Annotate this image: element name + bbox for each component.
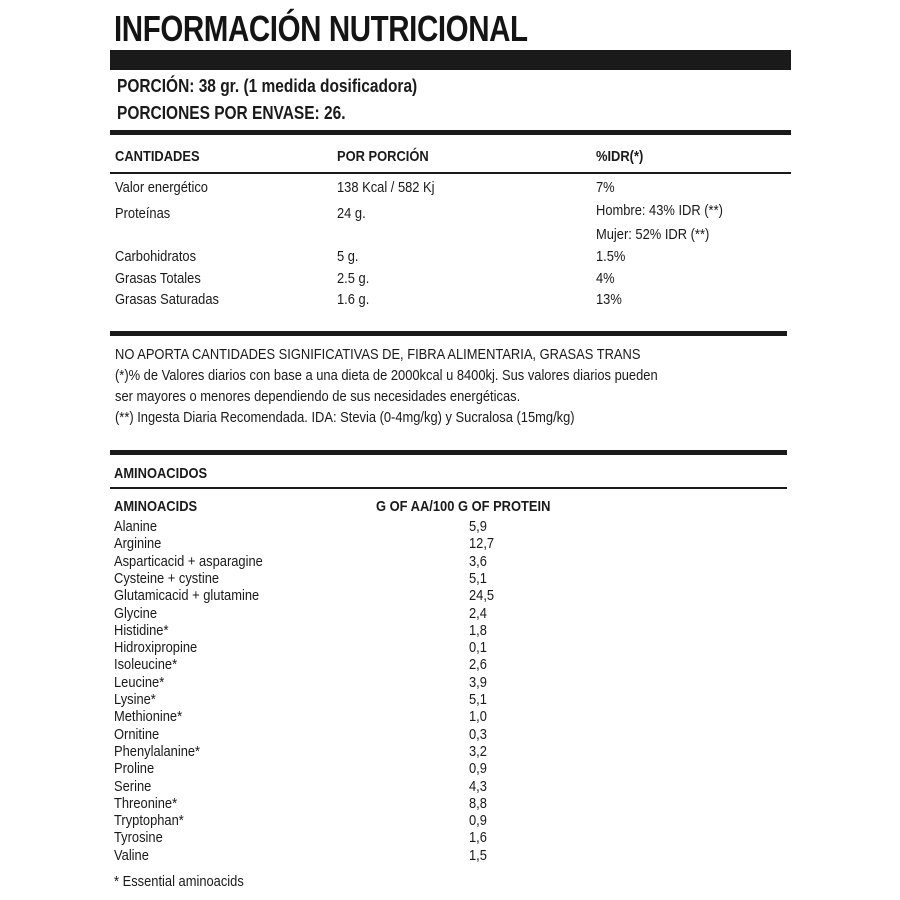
- title-bar: [110, 50, 791, 70]
- amino-value: 2,4: [469, 604, 487, 622]
- nutrient-amount: 138 Kcal / 582 Kj: [337, 179, 435, 196]
- amino-value: 3,9: [469, 673, 487, 691]
- amino-value: 1,6: [469, 829, 487, 847]
- note-line: (**) Ingesta Diaria Recomendada. IDA: Stevia (0-4mg/kg) y Sucralosa (15mg/kg): [115, 409, 575, 426]
- amino-value: 12,7: [469, 535, 495, 553]
- nutrient-idr: Hombre: 43% IDR (**): [596, 202, 723, 219]
- nutrient-name: Carbohidratos: [115, 248, 197, 265]
- amino-col-header-value: G OF AA/100 G OF PROTEIN: [376, 498, 551, 515]
- amino-name: Methionine*: [114, 708, 183, 726]
- nutrient-name: Valor energético: [115, 179, 208, 196]
- nutrient-name: Grasas Totales: [115, 270, 201, 287]
- notes-divider: [110, 450, 787, 455]
- serving-divider: [110, 130, 791, 135]
- amino-name: Arginine: [114, 535, 162, 553]
- amino-name: Ornitine: [114, 725, 160, 743]
- servings-per-container: PORCIONES POR ENVASE: 26.: [117, 103, 346, 123]
- amino-name: Proline: [114, 760, 155, 778]
- nutrient-amount: 1.6 g.: [337, 291, 370, 308]
- amino-title-divider: [110, 487, 787, 489]
- amino-section-title: AMINOACIDOS: [114, 465, 208, 482]
- amino-value: 5,1: [469, 569, 487, 587]
- table-header-divider: [110, 172, 791, 174]
- amino-value: 3,2: [469, 742, 487, 760]
- col-header-cantidades: CANTIDADES: [115, 148, 200, 165]
- amino-value: 5,1: [469, 691, 487, 708]
- amino-name: Lysine*: [114, 691, 156, 708]
- note-line: NO APORTA CANTIDADES SIGNIFICATIVAS DE, FIBRA ALIMENTARIA, GRASAS TRANS: [115, 346, 641, 363]
- nutrient-amount: 24 g.: [337, 205, 366, 222]
- table-bottom-divider: [110, 331, 787, 336]
- amino-name: Glutamicacid + glutamine: [114, 587, 260, 605]
- nutrient-idr: 13%: [596, 291, 622, 308]
- page-title: INFORMACIÓN NUTRICIONAL: [114, 8, 528, 49]
- amino-value: 1,0: [469, 708, 487, 726]
- amino-list: [0, 518, 900, 868]
- amino-name: Tryptophan*: [114, 812, 184, 830]
- amino-name: Glycine: [114, 604, 158, 622]
- essential-footnote: * Essential aminoacids: [114, 873, 244, 890]
- amino-value: 2,6: [469, 656, 487, 674]
- note-line: (*)% de Valores diarios con base a una dieta de 2000kcal u 8400kj. Sus valores diarios pueden: [115, 367, 658, 384]
- amino-name: Threonine*: [114, 794, 178, 812]
- amino-value: 3,6: [469, 552, 487, 570]
- nutrient-idr: 4%: [596, 270, 615, 287]
- amino-value: 0,3: [469, 725, 487, 743]
- amino-value: 5,9: [469, 518, 487, 535]
- amino-name: Cysteine + cystine: [114, 569, 220, 587]
- amino-name: Serine: [114, 777, 152, 795]
- amino-value: 0,9: [469, 760, 487, 778]
- amino-value: 1,5: [469, 846, 487, 864]
- amino-value: 24,5: [469, 587, 495, 605]
- amino-name: Asparticacid + asparagine: [114, 552, 263, 570]
- amino-name: Phenylalanine*: [114, 742, 201, 760]
- nutrient-amount: 5 g.: [337, 248, 359, 265]
- amino-value: 8,8: [469, 794, 487, 812]
- col-header-idr: %IDR(*): [596, 148, 644, 165]
- nutrient-idr: 1.5%: [596, 248, 626, 265]
- amino-name: Leucine*: [114, 673, 165, 691]
- nutrient-name: Grasas Saturadas: [115, 291, 219, 308]
- amino-col-header-name: AMINOACIDS: [114, 498, 198, 515]
- serving-size: PORCIÓN: 38 gr. (1 medida dosificadora): [117, 76, 418, 96]
- nutrient-idr: 7%: [596, 179, 615, 196]
- amino-name: Isoleucine*: [114, 656, 178, 674]
- amino-value: 4,3: [469, 777, 487, 795]
- nutrient-name: Proteínas: [115, 205, 171, 222]
- nutrient-amount: 2.5 g.: [337, 270, 370, 287]
- amino-name: Hidroxipropine: [114, 639, 198, 657]
- amino-name: Valine: [114, 846, 149, 864]
- amino-name: Alanine: [114, 518, 158, 535]
- amino-name: Tyrosine: [114, 829, 163, 847]
- note-line: ser mayores o menores dependiendo de sus necesidades energéticas.: [115, 388, 521, 405]
- amino-value: 0,9: [469, 812, 487, 830]
- col-header-por-porcion: POR PORCIÓN: [337, 148, 429, 165]
- amino-name: Histidine*: [114, 621, 169, 639]
- amino-value: 1,8: [469, 621, 487, 639]
- amino-value: 0,1: [469, 639, 487, 657]
- nutrient-idr-secondary: Mujer: 52% IDR (**): [596, 226, 710, 243]
